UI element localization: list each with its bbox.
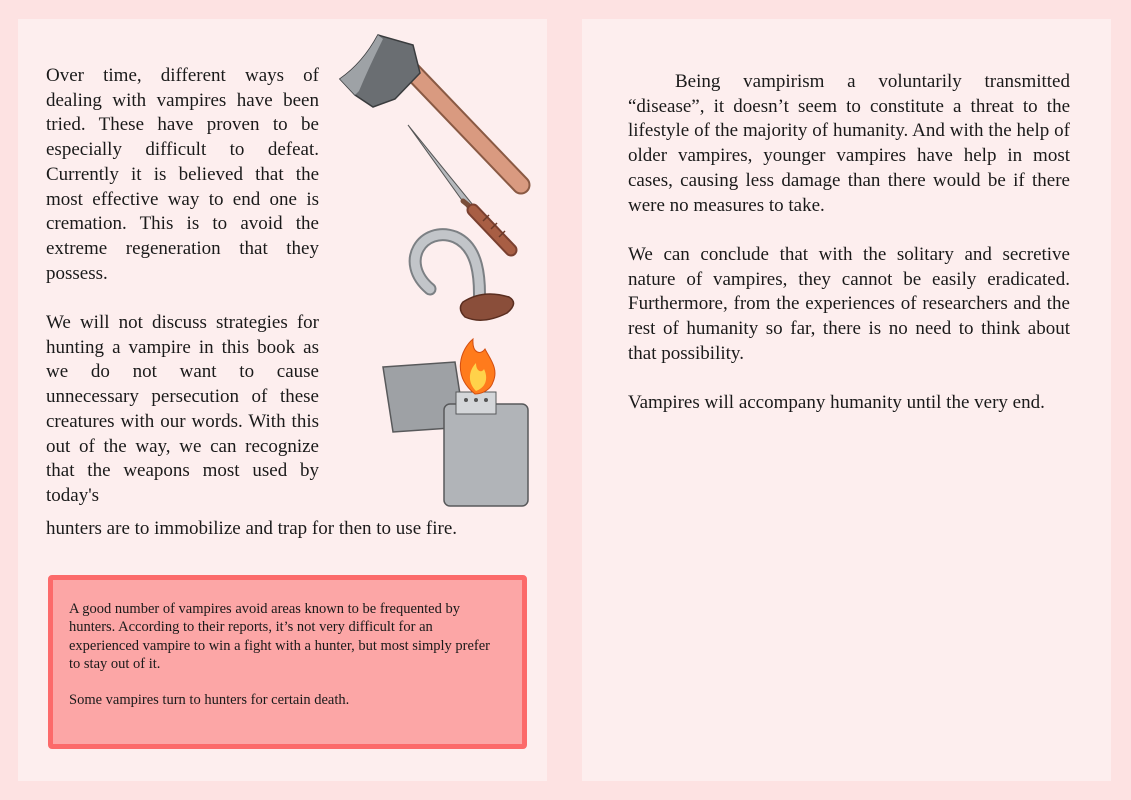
stake-icon bbox=[408, 125, 511, 250]
right-page-text bbox=[628, 70, 1070, 416]
right-paragraph-1: Being vampirism a voluntarily transmitted “disease”, it doesn’t seem to constitute a threat to the lifestyle of the majority of humanity. And with the help of older vampires, younger vampires have help in most cases, causing less damage than there would be if there were no measures to take. bbox=[628, 71, 1070, 216]
left-paragraph-2: We will not discuss strategies for hunting a vampire in this book as we do not want to cause unnecessary persecution of these creatures with our words. With this out of the way, we can recognize that the weapons most used by today's bbox=[46, 312, 319, 506]
hook-icon bbox=[415, 235, 513, 321]
callout-box bbox=[48, 575, 527, 749]
left-page bbox=[18, 19, 547, 781]
lighter-icon bbox=[383, 339, 528, 506]
callout-paragraph-1: A good number of vampires avoid areas known to be frequented by hunters. According to their reports, it’s not very difficult for an experienced vampire to win a fight with a hunter, but most simply prefer to stay out of it. bbox=[69, 601, 491, 672]
right-paragraph-2: We can conclude that with the solitary and secretive nature of vampires, they cannot be easily eradicated. Furthermore, from the experiences of researchers and the rest of humanity so far, there is no need to think about that possibility. bbox=[628, 243, 1070, 364]
right-page bbox=[582, 19, 1111, 781]
axe-icon bbox=[340, 35, 521, 185]
right-paragraph-3: Vampires will accompany humanity until the very end. bbox=[628, 392, 1045, 414]
callout-paragraph-2: Some vampires turn to hunters for certain death. bbox=[69, 692, 350, 709]
weapons-illustration bbox=[333, 27, 533, 507]
left-paragraph-2-continued: hunters are to immobilize and trap for then to use fire. bbox=[46, 518, 458, 539]
left-paragraph-1: Over time, different ways of dealing with vampires have been tried. These have proven to be especially difficult to defeat. Currently it is believed that the most effective way to end one is cremation. This is to avoid the extreme regeneration that they possess. bbox=[46, 65, 319, 284]
left-page-text bbox=[46, 64, 319, 509]
